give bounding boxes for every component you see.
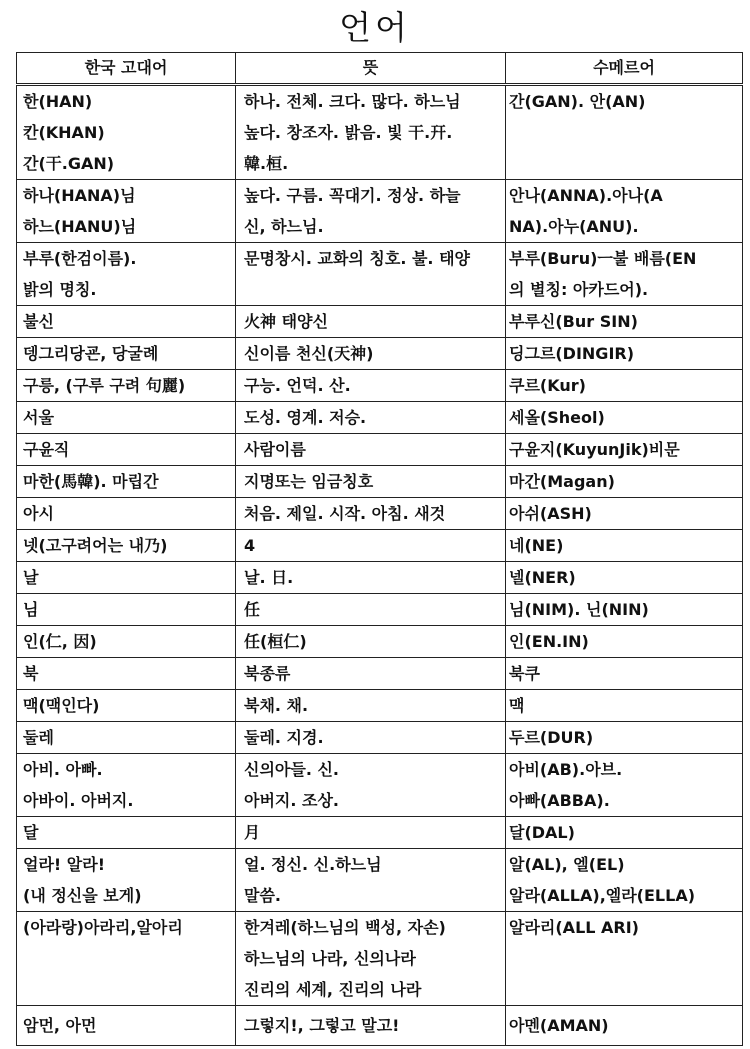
cell-line: 날: [23, 568, 39, 587]
table-row: [17, 817, 743, 849]
cell-line: 任: [244, 600, 261, 619]
cell-line: 북쿠: [509, 664, 540, 683]
table-row: [17, 912, 743, 1006]
cell-line: 진리의 세계, 진리의 나라: [244, 980, 422, 999]
cell-meaning: [236, 338, 506, 370]
table-row: [17, 243, 743, 306]
table-row: [17, 180, 743, 243]
cell-korean: [17, 530, 236, 562]
cell-line: 구윤직: [23, 440, 70, 459]
cell-sumerian: [506, 754, 743, 817]
cell-line: 한겨레(하느님의 백성, 자손): [244, 918, 446, 937]
cell-sumerian: [506, 85, 743, 180]
cell-line: 님: [23, 600, 39, 619]
table-row: [17, 722, 743, 754]
header-korean: 한국 고대어: [17, 53, 236, 85]
cell-meaning: [236, 180, 506, 243]
table-row: [17, 690, 743, 722]
cell-meaning: [236, 370, 506, 402]
table-row: [17, 306, 743, 338]
cell-sumerian: [506, 402, 743, 434]
cell-line: 암먼, 아먼: [23, 1016, 97, 1035]
cell-line: 신의아들. 신.: [244, 760, 340, 779]
cell-line: 韓.桓.: [244, 154, 289, 173]
cell-line: 높다. 창조자. 밝음. 빛 干.幵.: [244, 123, 453, 142]
cell-line: 아비. 아빠.: [23, 760, 103, 779]
cell-sumerian: [506, 722, 743, 754]
table-row: [17, 754, 743, 817]
cell-line: 火神 태양신: [244, 312, 328, 331]
cell-sumerian: [506, 849, 743, 912]
cell-line: 月: [244, 823, 261, 842]
cell-korean: [17, 690, 236, 722]
cell-meaning: [236, 658, 506, 690]
cell-meaning: [236, 85, 506, 180]
cell-line: NA).아누(ANU).: [509, 217, 639, 236]
cell-korean: [17, 498, 236, 530]
cell-line: 서울: [23, 408, 54, 427]
cell-line: 높다. 구름. 꼭대기. 정상. 하늘: [244, 186, 461, 205]
cell-line: 맥: [509, 696, 525, 715]
table-row: [17, 434, 743, 466]
cell-line: 말씀.: [244, 886, 281, 905]
cell-korean: [17, 180, 236, 243]
cell-line: 간(干.GAN): [23, 154, 115, 173]
cell-line: 안나(ANNA).아나(A: [509, 186, 663, 205]
cell-line: 북: [23, 664, 39, 683]
cell-sumerian: [506, 817, 743, 849]
cell-line: 신이름 천신(天神): [244, 344, 374, 363]
cell-sumerian: [506, 562, 743, 594]
cell-line: 인(EN.IN): [509, 632, 589, 651]
cell-line: 하나. 전체. 크다. 많다. 하느님: [244, 92, 461, 111]
cell-line: 구릉, (구루 구려 句麗): [23, 376, 186, 395]
cell-korean: [17, 562, 236, 594]
table-row: [17, 562, 743, 594]
cell-line: 부루(Buru)ㅡ불 배름(EN: [509, 249, 697, 268]
cell-korean: [17, 370, 236, 402]
cell-line: 아바이. 아버지.: [23, 791, 134, 810]
cell-line: 둘레. 지경.: [244, 728, 324, 747]
table-row: [17, 530, 743, 562]
cell-line: 부루신(Bur SIN): [509, 312, 638, 331]
cell-line: 알라리(ALL ARI): [509, 918, 639, 937]
cell-korean: [17, 434, 236, 466]
cell-korean: [17, 912, 236, 1006]
cell-korean: [17, 85, 236, 180]
cell-line: 부루(한검이름).: [23, 249, 137, 268]
cell-line: 하느(HANU)님: [23, 217, 137, 236]
table-row: [17, 85, 743, 180]
cell-meaning: [236, 817, 506, 849]
cell-sumerian: [506, 498, 743, 530]
header-meaning: 뜻: [236, 53, 506, 85]
cell-line: 밝의 명칭.: [23, 280, 97, 299]
cell-line: 문명창시. 교화의 칭호. 불. 태양: [244, 249, 470, 268]
cell-line: (내 정신을 보게): [23, 886, 142, 905]
cell-line: 불신: [23, 312, 54, 331]
cell-korean: [17, 658, 236, 690]
cell-line: 맥(맥인다): [23, 696, 100, 715]
cell-sumerian: [506, 1006, 743, 1046]
cell-line: 뎅그리당굔, 당굴례: [23, 344, 159, 363]
cell-line: 쿠르(Kur): [509, 376, 586, 395]
cell-meaning: [236, 690, 506, 722]
cell-meaning: [236, 912, 506, 1006]
cell-korean: [17, 306, 236, 338]
cell-line: 날. 日.: [244, 568, 294, 587]
cell-korean: [17, 754, 236, 817]
cell-sumerian: [506, 370, 743, 402]
cell-line: 얼라! 알라!: [23, 855, 105, 874]
cell-korean: [17, 338, 236, 370]
table-row: [17, 370, 743, 402]
table-row: [17, 338, 743, 370]
cell-korean: [17, 1006, 236, 1046]
cell-line: 아시: [23, 504, 54, 523]
cell-meaning: [236, 626, 506, 658]
cell-sumerian: [506, 530, 743, 562]
cell-sumerian: [506, 690, 743, 722]
cell-line: 任(桓仁): [244, 632, 307, 651]
cell-korean: [17, 626, 236, 658]
cell-korean: [17, 243, 236, 306]
cell-korean: [17, 849, 236, 912]
cell-meaning: [236, 562, 506, 594]
table-header-row: [17, 53, 743, 85]
cell-korean: [17, 817, 236, 849]
cell-sumerian: [506, 243, 743, 306]
cell-meaning: [236, 306, 506, 338]
cell-line: 북채. 채.: [244, 696, 309, 715]
cell-line: 북종류: [244, 664, 291, 683]
cell-meaning: [236, 402, 506, 434]
cell-line: 아빠(ABBA).: [509, 791, 610, 810]
cell-line: 지명또는 임금칭호: [244, 472, 374, 491]
cell-sumerian: [506, 338, 743, 370]
cell-line: 세올(Sheol): [509, 408, 605, 427]
cell-line: 알(AL), 엘(EL): [509, 855, 625, 874]
cell-line: 처음. 제일. 시작. 아침. 새것: [244, 504, 446, 523]
cell-korean: [17, 594, 236, 626]
cell-line: 도성. 영계. 저승.: [244, 408, 367, 427]
cell-line: 두르(DUR): [509, 728, 594, 747]
cell-line: 구능. 언덕. 산.: [244, 376, 351, 395]
cell-meaning: [236, 722, 506, 754]
cell-line: 님(NIM). 닌(NIN): [509, 600, 649, 619]
cell-line: 간(GAN). 안(AN): [509, 92, 646, 111]
cell-line: 인(仁, 因): [23, 632, 97, 651]
table-row: [17, 1006, 743, 1046]
cell-line: 신, 하느님.: [244, 217, 324, 236]
cell-meaning: [236, 530, 506, 562]
table-row: [17, 626, 743, 658]
cell-line: 넷(고구려어는 내乃): [23, 536, 168, 555]
cell-korean: [17, 466, 236, 498]
cell-line: 둘레: [23, 728, 54, 747]
table-row: [17, 466, 743, 498]
cell-korean: [17, 722, 236, 754]
cell-line: 그렇지!, 그렇고 말고!: [244, 1016, 400, 1035]
cell-line: 아비(AB).아브.: [509, 760, 623, 779]
cell-meaning: [236, 243, 506, 306]
header-sumerian: 수메르어: [506, 53, 743, 85]
cell-line: 4: [244, 536, 256, 555]
cell-meaning: [236, 754, 506, 817]
cell-sumerian: [506, 626, 743, 658]
language-table: [16, 52, 743, 1046]
cell-korean: [17, 402, 236, 434]
cell-meaning: [236, 594, 506, 626]
cell-line: 하나(HANA)님: [23, 186, 136, 205]
cell-line: 구윤지(KuyunJik)비문: [509, 440, 680, 459]
cell-line: 의 별칭: 아카드어).: [509, 280, 649, 299]
cell-line: (아라랑)아라리,알아리: [23, 918, 183, 937]
cell-meaning: [236, 498, 506, 530]
cell-line: 한(HAN): [23, 92, 93, 111]
cell-sumerian: [506, 594, 743, 626]
cell-meaning: [236, 434, 506, 466]
cell-sumerian: [506, 306, 743, 338]
cell-sumerian: [506, 434, 743, 466]
cell-line: 네(NE): [509, 536, 564, 555]
table-row: [17, 594, 743, 626]
cell-line: 딩그르(DINGIR): [509, 344, 635, 363]
cell-meaning: [236, 1006, 506, 1046]
table-row: [17, 498, 743, 530]
table-row: [17, 402, 743, 434]
cell-line: 아멘(AMAN): [509, 1016, 609, 1035]
cell-sumerian: [506, 912, 743, 1006]
cell-line: 마한(馬韓). 마립간: [23, 472, 159, 491]
cell-line: 알라(ALLA),엘라(ELLA): [509, 886, 696, 905]
cell-sumerian: [506, 658, 743, 690]
cell-meaning: [236, 849, 506, 912]
cell-line: 달(DAL): [509, 823, 575, 842]
page-title: 언어: [339, 8, 411, 47]
cell-line: 사람이름: [244, 440, 306, 459]
cell-line: 마간(Magan): [509, 472, 615, 491]
table-row: [17, 658, 743, 690]
cell-meaning: [236, 466, 506, 498]
cell-line: 얼. 정신. 신.하느님: [244, 855, 382, 874]
cell-line: 아쉬(ASH): [509, 504, 592, 523]
cell-line: 넬(NER): [509, 568, 576, 587]
table-row: [17, 849, 743, 912]
cell-sumerian: [506, 180, 743, 243]
cell-line: 달: [23, 823, 39, 842]
cell-sumerian: [506, 466, 743, 498]
cell-line: 칸(KHAN): [23, 123, 105, 142]
cell-line: 하느님의 나라, 신의나라: [244, 949, 416, 968]
cell-line: 아버지. 조상.: [244, 791, 340, 810]
